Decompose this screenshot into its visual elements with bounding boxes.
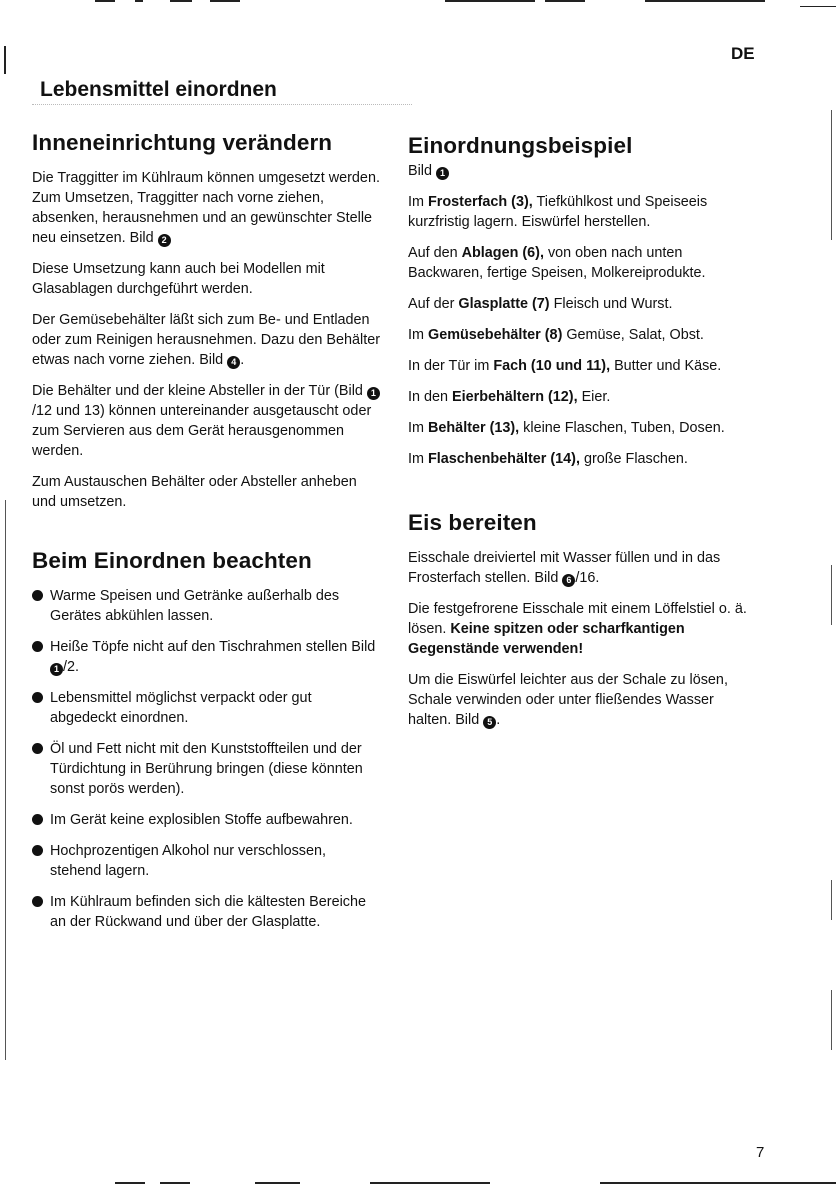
- list-item-text: Warme Speisen und Getränke außerhalb des Gerätes abkühlen lassen.: [50, 588, 340, 624]
- figure-ref-icon: 4: [227, 356, 240, 369]
- paragraph: Im Behälter (13), kleine Flaschen, Tuben, Dosen.: [408, 420, 725, 436]
- section-heading-beim-einordnen: Beim Einordnen beachten: [32, 548, 312, 573]
- figure-ref-icon: 2: [158, 234, 171, 247]
- top-rule: [445, 0, 535, 2]
- title-underline: [32, 104, 412, 105]
- top-rule: [135, 0, 143, 2]
- list-item: [32, 739, 380, 799]
- bullet-icon: [32, 896, 43, 907]
- bottom-rule: [255, 1182, 300, 1184]
- right-column: [408, 133, 756, 741]
- figure-ref-icon: 5: [483, 716, 496, 729]
- paragraph: Diese Umsetzung kann auch bei Modellen mit Glasablagen durchgeführt werden.: [32, 261, 325, 297]
- list-item: [32, 841, 380, 881]
- bullet-list: [32, 586, 380, 932]
- paragraph: Im Gemüsebehälter (8) Gemüse, Salat, Obst.: [408, 327, 704, 343]
- paragraph: Im Flaschenbehälter (14), große Flaschen.: [408, 451, 688, 467]
- paragraph: Um die Eiswürfel leichter aus der Schale zu lösen, Schale verwinden oder unter fließendes Wasser halten. Bild 5 .: [408, 672, 728, 728]
- figure-ref-icon: 6: [562, 574, 575, 587]
- section-heading-inneneinrichtung: Inneneinrichtung verändern: [32, 130, 333, 155]
- list-item-text: Hochprozentigen Alkohol nur verschlossen, stehend lagern.: [50, 843, 326, 879]
- bottom-rule: [160, 1182, 190, 1184]
- figure-ref-icon: 1: [436, 167, 449, 180]
- list-item-text: Im Gerät keine explosiblen Stoffe aufbewahren.: [50, 812, 353, 828]
- top-rule: [170, 0, 192, 2]
- bottom-rule: [115, 1182, 145, 1184]
- language-code: DE: [731, 44, 755, 63]
- bullet-icon: [32, 814, 43, 825]
- paragraph-text: Die Traggitter im Kühlraum können umgesetzt werden. Zum Umsetzen, Traggitter nach vorne ziehen, absenken, herausnehmen und an gewünschter Stelle neu einsetzen. Bild: [32, 170, 380, 246]
- section-heading-eis-bereiten: Eis bereiten: [408, 510, 537, 535]
- page-title: Lebensmittel einordnen: [40, 78, 277, 101]
- list-item: [32, 586, 380, 626]
- right-margin-rule: [831, 880, 832, 920]
- list-item: [32, 637, 380, 677]
- paragraph: Zum Austauschen Behälter oder Absteller anheben und umsetzen.: [32, 474, 357, 510]
- list-item-text: Lebensmittel möglichst verpackt oder gut abgedeckt einordnen.: [50, 690, 312, 726]
- punct: .: [240, 352, 245, 368]
- paragraph: In der Tür im Fach (10 und 11), Butter und Käse.: [408, 358, 722, 374]
- list-item-text: Im Kühlraum befinden sich die kältesten Bereiche an der Rückwand und über der Glasplatte.: [50, 894, 366, 930]
- bottom-rule: [370, 1182, 490, 1184]
- paragraph-text: Der Gemüsebehälter läßt sich zum Be- und Entladen oder zum Reinigen herausnehmen. Dazu den Behälter etwas nach vorne ziehen. Bild: [32, 312, 380, 368]
- figure-ref-icon: 1: [367, 387, 380, 400]
- bullet-icon: [32, 845, 43, 856]
- page-number: 7: [756, 1144, 765, 1161]
- bottom-rule: [600, 1182, 836, 1184]
- paragraph: Im Frosterfach (3), Tiefkühlkost und Speiseeis kurzfristig lagern. Eiswürfel herstellen.: [408, 194, 708, 230]
- left-margin-rule: [5, 500, 6, 1060]
- list-item-text: Öl und Fett nicht mit den Kunststoffteilen und der Türdichtung in Berührung bringen (diese könnten sonst porös werden).: [50, 741, 363, 797]
- list-item: [32, 810, 380, 830]
- top-rule: [800, 6, 836, 7]
- paragraph: [32, 381, 380, 461]
- paragraph: [32, 310, 380, 370]
- paragraph: In den Eierbehältern (12), Eier.: [408, 389, 611, 405]
- paragraph: Auf der Glasplatte (7) Fleisch und Wurst.: [408, 296, 673, 312]
- top-rule: [645, 0, 765, 2]
- right-margin-rule: [831, 565, 832, 625]
- right-margin-rule: [831, 110, 832, 240]
- section-heading-einordnungsbeispiel: Einordnungsbeispiel: [408, 133, 633, 158]
- paragraph: [408, 161, 756, 181]
- top-rule: [95, 0, 115, 2]
- paragraph: Eisschale dreiviertel mit Wasser füllen und in das Frosterfach stellen. Bild 6 /16.: [408, 550, 721, 586]
- bullet-icon: [32, 692, 43, 703]
- paragraph-text: Bild: [408, 163, 432, 179]
- bullet-icon: [32, 641, 43, 652]
- left-margin-rule: [4, 46, 6, 74]
- list-item: [32, 688, 380, 728]
- list-item-text: /2.: [63, 659, 79, 675]
- list-item: [32, 892, 380, 932]
- figure-ref-icon: 1: [50, 663, 63, 676]
- paragraph: [32, 168, 380, 248]
- top-rule: [545, 0, 585, 2]
- paragraph: Auf den Ablagen (6), von oben nach unten Backwaren, fertige Speisen, Molkereiprodukte.: [408, 245, 706, 281]
- left-column: [32, 130, 380, 943]
- list-item-text: Heiße Töpfe nicht auf den Tischrahmen stellen Bild: [50, 639, 376, 655]
- paragraph-text: /12 und 13) können untereinander ausgetauscht oder zum Servieren aus dem Gerät herausgenommen werden.: [32, 403, 372, 459]
- paragraph-text: Die Behälter und der kleine Absteller in der Tür (Bild: [32, 383, 363, 399]
- bullet-icon: [32, 590, 43, 601]
- paragraph: Die festgefrorene Eisschale mit einem Löffelstiel o. ä. lösen. Keine spitzen oder scharfkantigen Gegenstände verwenden!: [408, 601, 747, 657]
- right-margin-rule: [831, 990, 832, 1050]
- top-rule: [210, 0, 240, 2]
- bullet-icon: [32, 743, 43, 754]
